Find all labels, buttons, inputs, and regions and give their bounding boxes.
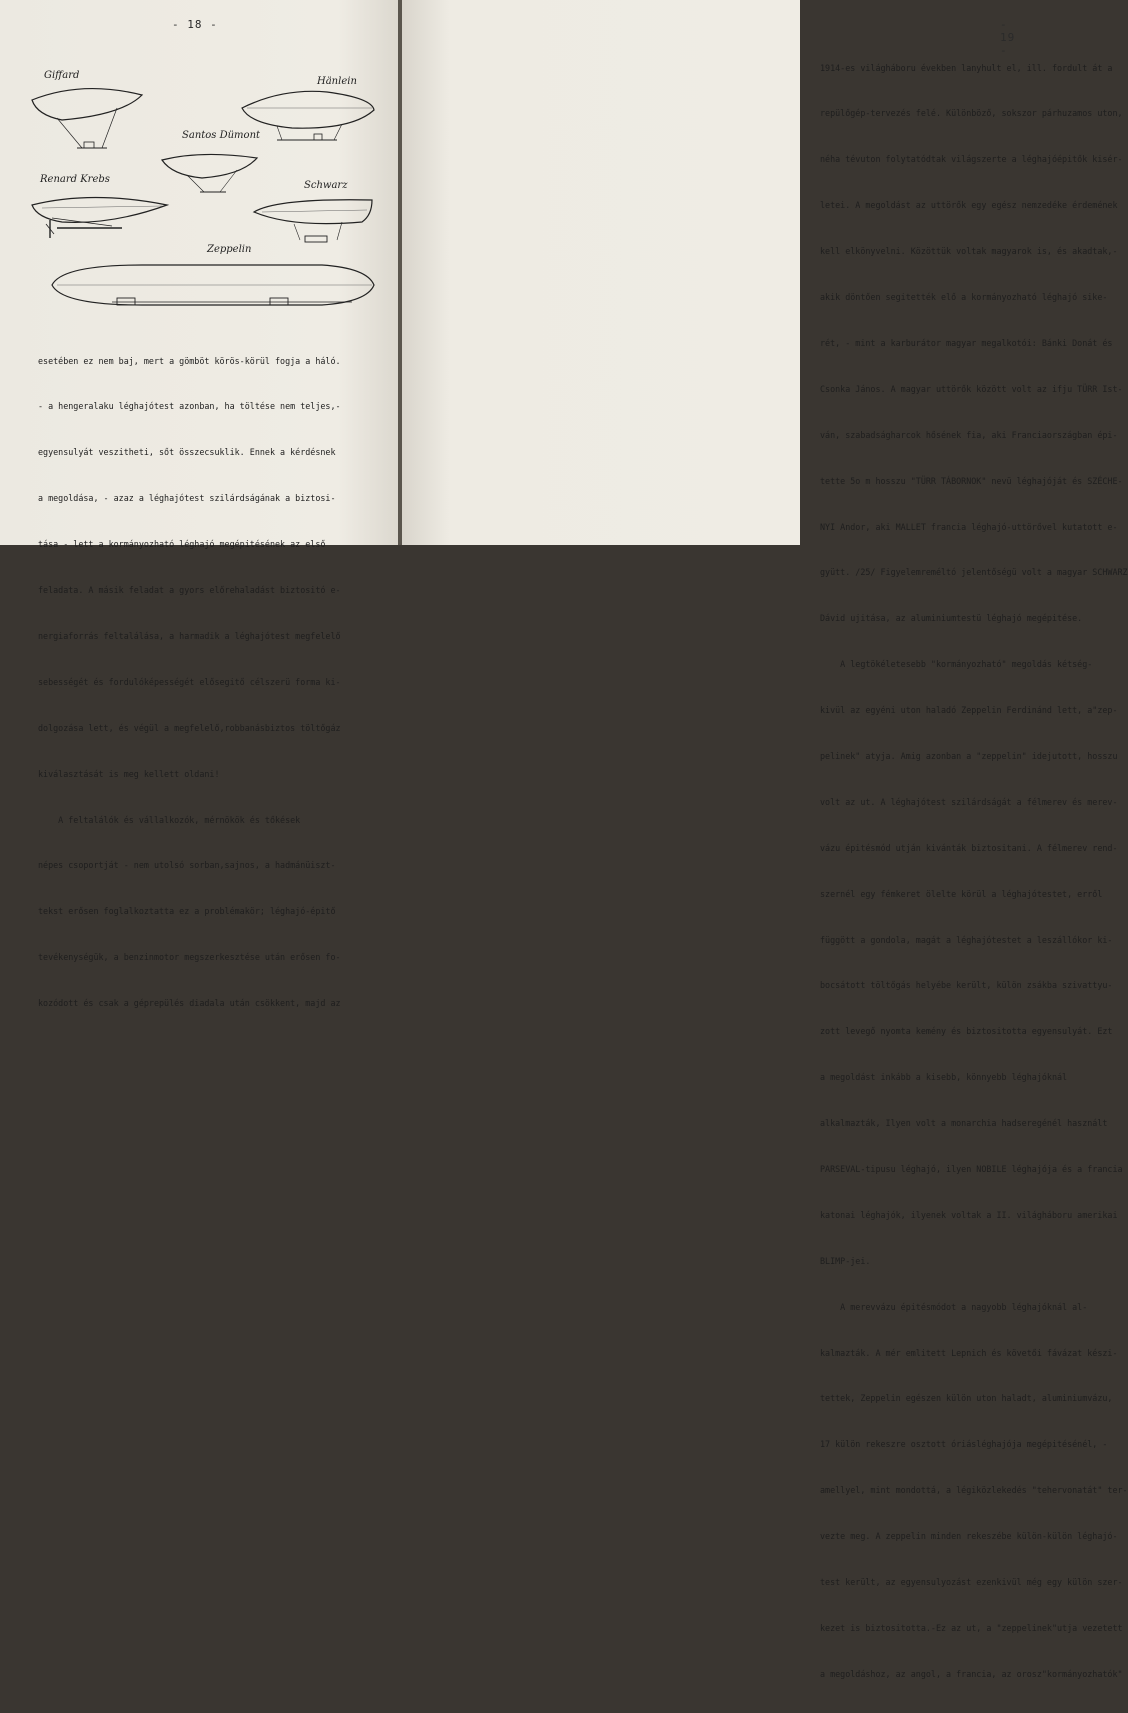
text-line: tevékenységük, a benzinmotor megszerkesztése után erősen fo- bbox=[38, 952, 341, 963]
text-line: rét, - mint a karburátor magyar megalkotói: Bánki Donát és bbox=[820, 337, 1113, 348]
text-line: amellyel, mint mondottá, a légiközlekedés "tehervonatát" ter- bbox=[820, 1485, 1128, 1496]
text-line: A feltalálók és vállalkozók, mérnökök és tőkések bbox=[38, 814, 301, 825]
text-line: népes csoportját - nem utolsó sorban,sajnos, a hadmánüiszt- bbox=[38, 860, 336, 871]
text-line: függött a gondola, magát a léghajótestet a leszállókor ki- bbox=[820, 934, 1113, 945]
text-line: dolgozása lett, és végül a megfelelő,robbanásbiztos töltőgáz bbox=[38, 722, 341, 733]
label-renard-krebs: Renard Krebs bbox=[40, 174, 110, 185]
santos-dumont-airship bbox=[162, 130, 261, 192]
page-number-right: - 19 - bbox=[1000, 18, 1016, 57]
label-giffard: Giffard bbox=[44, 70, 80, 81]
text-line: a megoldása, - azaz a léghajótest szilárdságának a biztosi- bbox=[38, 493, 336, 504]
text-line: szernél egy fémkeret ölelte körül a léghajótestet, erről bbox=[820, 888, 1103, 899]
label-haenlein: Hänlein bbox=[317, 76, 357, 87]
text-line: gyütt. /25/ Figyelemreméltó jelentőségü volt a magyar SCHWARZ bbox=[820, 567, 1128, 578]
text-line: feladata. A másik feladat a gyors előrehaladást biztositó e- bbox=[38, 585, 341, 596]
text-line: sebességét és fordulóképességét elősegitő célszerü forma ki- bbox=[38, 676, 341, 687]
text-line: bocsátott töltőgás helyébe került, külön zsákba szivattyu- bbox=[820, 980, 1113, 991]
text-line: a megoldást inkább a kisebb, könnyebb léghajóknál bbox=[820, 1072, 1068, 1083]
text-line: vázu épitésmód utján kivánták biztositani. A félmerev rend- bbox=[820, 842, 1118, 853]
zeppelin-airship bbox=[52, 244, 374, 305]
text-line: volt az ut. A léghajótest szilárdságát a félmerev és merev- bbox=[820, 796, 1118, 807]
text-line: tette 5o m hosszu "TÜRR TÁBORNOK" nevü léghajóját és SZÉCHE- bbox=[820, 475, 1123, 486]
text-line: kiválasztását is meg kellett oldani! bbox=[38, 768, 220, 779]
label-schwarz: Schwarz bbox=[304, 180, 348, 191]
text-line: A merevvázu épitésmódot a nagyobb léghajóknál al- bbox=[820, 1301, 1088, 1312]
text-line: katonai léghajók, ilyenek voltak a II. világháboru amerikai bbox=[820, 1209, 1118, 1220]
text-line: Dávid ujitása, az aluminiumtestü léghajó megépitése. bbox=[820, 613, 1083, 624]
text-line: kivül az egyéni uton haladó Zeppelin Ferdinánd lett, a"zep- bbox=[820, 705, 1118, 716]
text-line: kezet is biztositotta.-Ez az ut, a "zeppelinek"utja vezetett bbox=[820, 1622, 1123, 1633]
schwarz-airship bbox=[254, 180, 372, 242]
haenlein-airship bbox=[242, 76, 374, 140]
text-line: tása - lett a kormányozható léghajó megépitésének az első bbox=[38, 539, 326, 550]
text-line: ván, szabadságharcok hősének fia, aki Franciaországban épi- bbox=[820, 429, 1118, 440]
left-page bbox=[0, 0, 398, 1009]
text-line: tekst erősen foglalkoztatta ez a problémakör; léghajó-épitő bbox=[38, 906, 336, 917]
text-line: BLIMP-jei. bbox=[820, 1255, 871, 1266]
text-line: test került, az egyensulyozást ezenkivül még egy külön szer- bbox=[820, 1576, 1123, 1587]
text-line: PARSEVAL-tipusu léghajó, ilyen NOBILE léghajója és a francia bbox=[820, 1163, 1123, 1174]
text-line: egyensulyát veszitheti, sőt összecsuklik. Ennek a kérdésnek bbox=[38, 447, 336, 458]
text-line: kozódott és csak a géprepülés diadala után csökkent, majd az bbox=[38, 998, 341, 1009]
text-line: Csonka János. A magyar uttörők között volt az ifju TÜRR Ist- bbox=[820, 383, 1123, 394]
left-page-text bbox=[38, 323, 341, 1042]
giffard-airship bbox=[32, 70, 142, 148]
text-line: NYI Andor, aki MALLET francia léghajó-uttörővel kutatott e- bbox=[820, 521, 1118, 532]
text-line: a megoldáshoz, az angol, a francia, az orosz"kormányozhatók" bbox=[820, 1668, 1123, 1679]
text-line: pelinek" atyja. Amig azonban a "zeppelin" idejutott, hosszu bbox=[820, 750, 1118, 761]
page-number-left: - 18 - bbox=[172, 18, 218, 31]
text-line: tettek, Zeppelin egészen külön uton haladt, aluminiumvázu, bbox=[820, 1393, 1113, 1404]
text-line: nergiaforrás feltalálása, a harmadik a léghajótest megfelelő bbox=[38, 630, 341, 641]
text-line: esetében ez nem baj, mert a gömböt körös-körül fogja a háló. bbox=[38, 355, 341, 366]
text-line: vezte meg. A zeppelin minden rekeszébe külön-külön léghajó- bbox=[820, 1531, 1118, 1542]
text-line: néha tévuton folytatódtak világszerte a léghajóépitők kisér- bbox=[820, 154, 1123, 165]
text-line: repülőgép-tervezés felé. Különböző, sokszor párhuzamos uton, bbox=[820, 108, 1123, 119]
text-line: 17 külön rekeszre osztott óriásléghajója megépitésénél, - bbox=[820, 1439, 1108, 1450]
renard-krebs-airship bbox=[32, 174, 167, 238]
label-santos-dumont: Santos Dümont bbox=[182, 130, 261, 141]
label-zeppelin: Zeppelin bbox=[207, 244, 252, 255]
text-line: A legtökéletesebb "kormányozható" megoldás kétség- bbox=[820, 659, 1093, 670]
right-page-text bbox=[820, 30, 1128, 1713]
text-line: zott levegő nyomta kemény és biztositotta egyensulyát. Ezt bbox=[820, 1026, 1113, 1037]
text-line: - a hengeralaku léghajótest azonban, ha töltése nem teljes,- bbox=[38, 401, 341, 412]
airship-illustration bbox=[22, 40, 382, 315]
text-line: 1914-es világháboru években lanyhult el, ill. fordult át a bbox=[820, 62, 1113, 73]
text-line: letei. A megoldást az uttörők egy egész nemzedéke érdemének bbox=[820, 200, 1118, 211]
text-line: kalmazták. A mér emlitett Lepnich és követői fávázat készi- bbox=[820, 1347, 1118, 1358]
right-page bbox=[402, 0, 1128, 1679]
text-line: akik döntően segitették elő a kormányozható léghajó sike- bbox=[820, 292, 1108, 303]
text-line: kell elkönyvelni. Közöttük voltak magyarok is, és akadtak,- bbox=[820, 246, 1118, 257]
text-line: alkalmazták, Ilyen volt a monarchia hadseregénél használt bbox=[820, 1118, 1108, 1129]
